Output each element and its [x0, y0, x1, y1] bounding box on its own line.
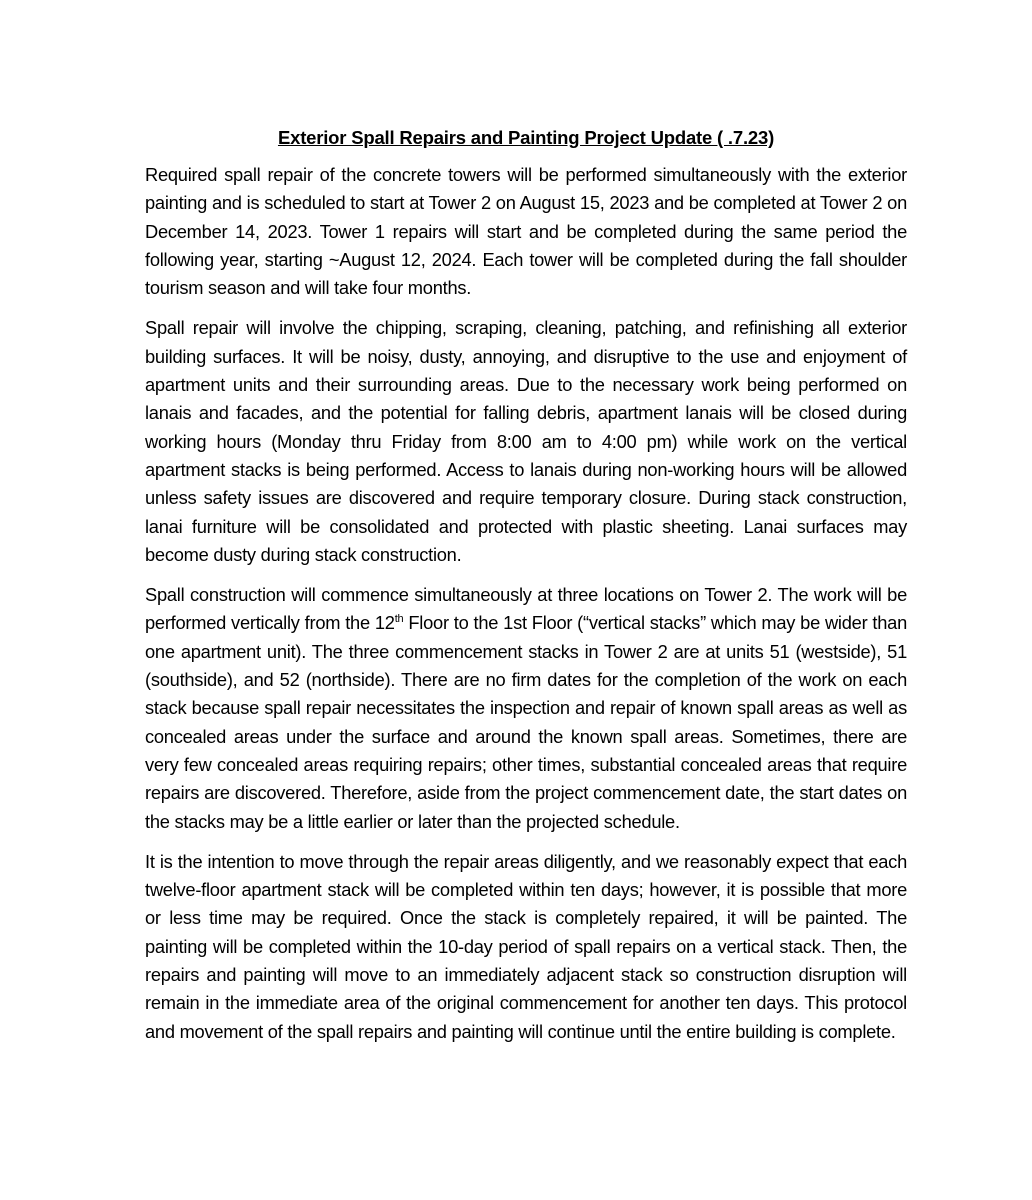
- document-title: Exterior Spall Repairs and Painting Project Update ( .7.23): [277, 127, 775, 148]
- paragraph-spall-repair-impact: Spall repair will involve the chipping, scraping, cleaning, patching, and refinishing all exterior building surfaces. It will be noisy, dusty, annoying, and disruptive to the use and enjoyment of apartment units and their surrounding areas. Due to the necessary work being performed on lanais and facades, and the potential for falling debris, apartment lanais will be closed during working hours (Monday thru Friday from 8:00 am to 4:00 pm) while work on the vertical apartment stacks is being performed. Access to lanais during non-working hours will be allowed unless safety issues are discovered and require temporary closure. During stack construction, lanai furniture will be consolidated and protected with plastic sheeting. Lanai surfaces may become dusty during stack construction.: [145, 317, 907, 565]
- paragraph-protocol: It is the intention to move through the repair areas diligently, and we reasonably expect that each twelve-floor apartment stack will be completed within ten days; however, it is possible that more or less time may be required. Once the stack is completely repaired, it will be painted. The painting will be completed within the 10-day period of spall repairs on a vertical stack. Then, the repairs and painting will move to an immediately adjacent stack so construction disruption will remain in the immediate area of the original commencement for another ten days. This protocol and movement of the spall repairs and painting will continue until the entire building is complete.: [145, 850, 907, 1042]
- paragraph-text-part: Floor to the 1st Floor (“vertical stacks” which may be wider than one apartment unit). The three commencement stacks in Tower 2 are at units 51 (westside), 51 (southside), and 52 (northside). There are no firm dates for the completion of the work on each stack because spall repair necessitates the inspection and repair of known spall areas as well as concealed areas under the surface and around the known spall areas. Sometimes, there are very few concealed areas requiring repairs; other times, substantial concealed areas that require repairs are discovered. Therefore, aside from the project commencement date, the start dates on the stacks may be a little earlier or later than the projected schedule.: [145, 612, 907, 832]
- paragraph-construction-locations: [145, 581, 907, 836]
- document-page: [145, 124, 907, 1058]
- ordinal-superscript: th: [394, 613, 404, 626]
- paragraph-text-part: Spall construction will commence simultaneously at three locations on Tower 2. The work will be performed vertically from the 12: [145, 584, 907, 634]
- paragraph-schedule: Required spall repair of the concrete towers will be performed simultaneously with the exterior painting and is scheduled to start at Tower 2 on August 15, 2023 and be completed at Tower 2 on December 14, 2023. Tower 1 repairs will start and be completed during the same period the following year, starting ~August 12, 2024. Each tower will be completed during the fall shoulder tourism season and will take four months.: [145, 164, 907, 299]
